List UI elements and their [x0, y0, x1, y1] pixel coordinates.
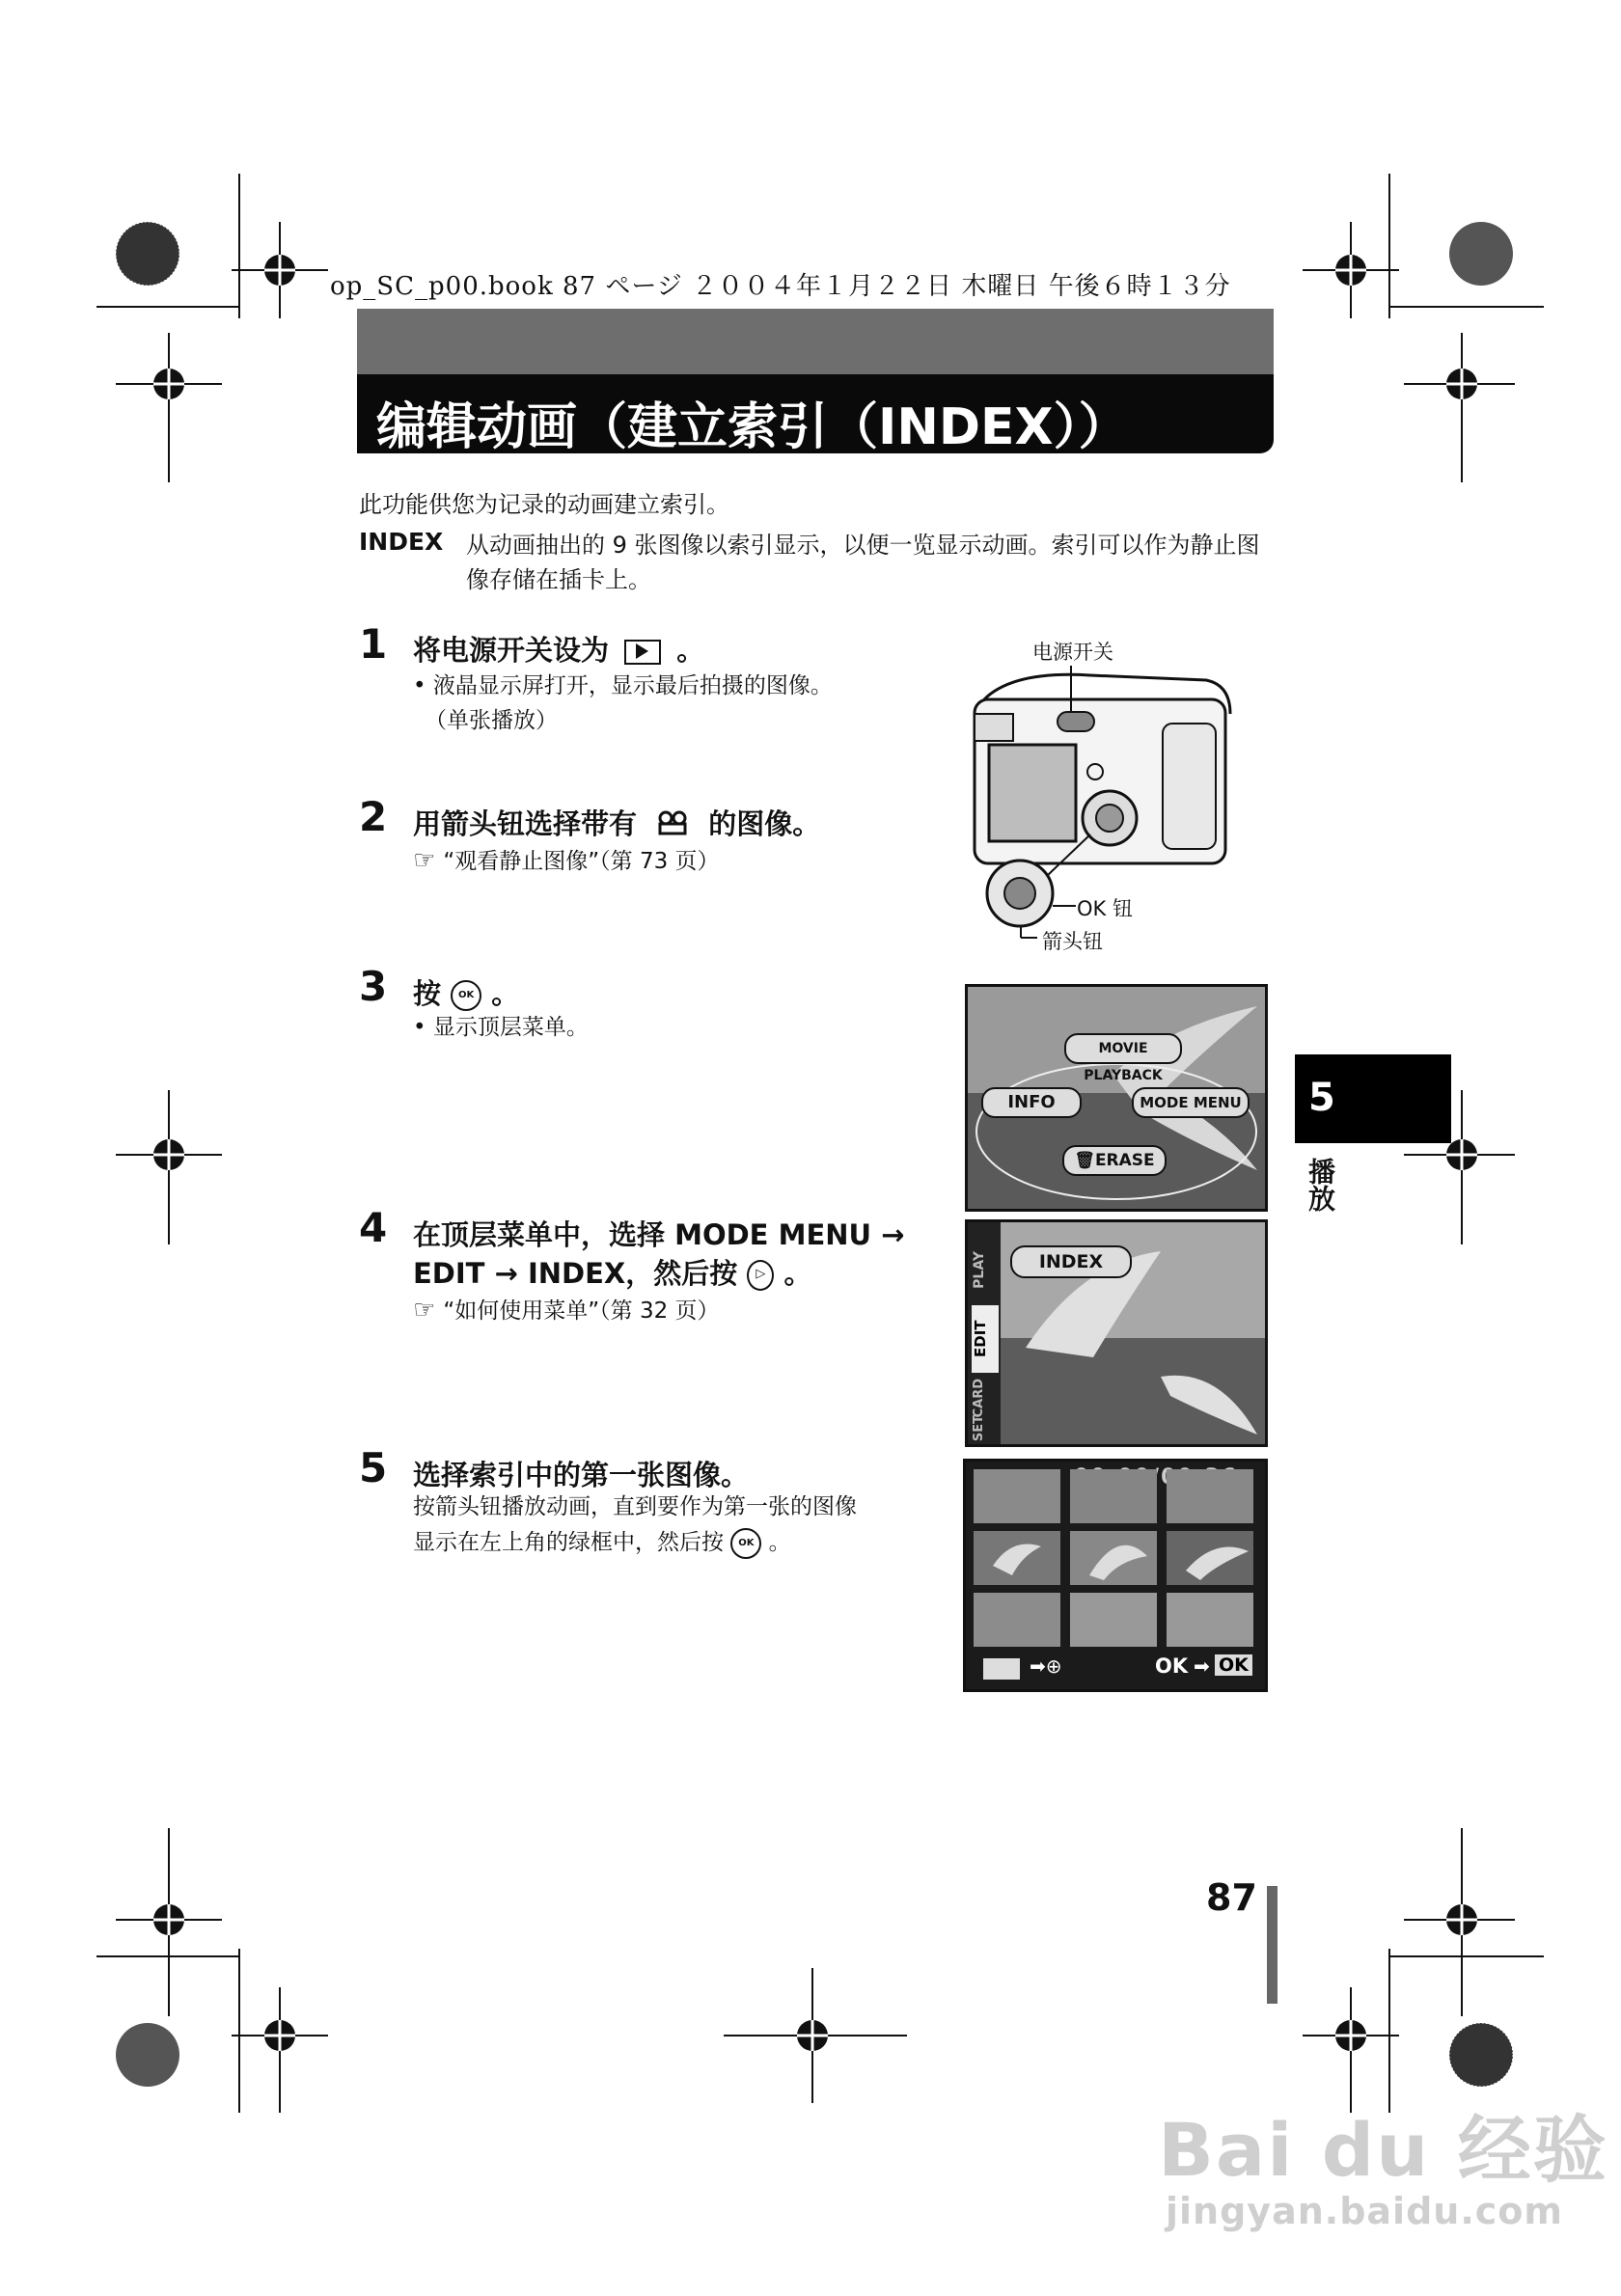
- chapter-tab: [1295, 1054, 1451, 1143]
- ok-button-icon: OK: [730, 1528, 761, 1559]
- step-3-bullet: • 显示顶层菜单。: [413, 1015, 589, 1040]
- step-2-title: [413, 803, 820, 842]
- page-title: 编辑动画（建立索引（INDEX））: [376, 398, 1129, 456]
- step-5-body-line2: [413, 1526, 791, 1560]
- camera-illustration: [955, 637, 1264, 953]
- reference-hand-icon: ☞: [413, 846, 436, 875]
- index-option: INDEX: [1010, 1245, 1132, 1278]
- info-option: INFO: [981, 1087, 1082, 1118]
- step-3-title: [413, 972, 519, 1012]
- right-arrow-button-icon: ▷: [747, 1260, 774, 1291]
- tab-set: SET: [972, 1415, 986, 1442]
- tab-play: PLAY: [972, 1251, 987, 1289]
- step-4-ref-text: “如何使用菜单”（第 32 页）: [443, 1298, 720, 1324]
- tab-card: CARD: [972, 1379, 986, 1418]
- screen-edit-menu: [965, 1219, 1268, 1447]
- power-switch-label: 电源开关: [1032, 641, 1113, 664]
- step-2-title-a: 用箭头钮选择带有: [413, 807, 638, 840]
- reference-hand-icon: ☞: [413, 1296, 436, 1325]
- mode-menu-option: MODE MENU: [1132, 1087, 1250, 1118]
- ok-button-icon: OK: [451, 980, 481, 1011]
- step-4-ref: [413, 1293, 720, 1325]
- step-5-body-line2b: 。: [768, 1530, 791, 1555]
- page-marker-bar: [1267, 1886, 1278, 2004]
- thumbnail-grid: [974, 1469, 1257, 1647]
- step-2-ref: [413, 843, 720, 875]
- step-2-number: 2: [359, 793, 388, 840]
- baidu-watermark-url: jingyan.baidu.com: [1166, 2190, 1563, 2232]
- step-1-title-a: 将电源开关设为: [413, 634, 610, 667]
- tab-edit: EDIT: [972, 1305, 999, 1373]
- title-band: [357, 309, 1274, 456]
- ok-box: OK: [1215, 1654, 1252, 1676]
- print-header: op_SC_p00.book 87 ページ ２００４年１月２２日 木曜日 午後６時１３分: [330, 272, 1231, 301]
- baidu-watermark: Bai du 经验: [1158, 2107, 1608, 2193]
- trash-icon: 🗑: [1074, 1151, 1095, 1170]
- arrow-button-label: 箭头钮: [1042, 930, 1103, 953]
- step-1-number: 1: [359, 620, 388, 668]
- step-5-body-line2a: 显示在左上角的绿框中，然后按: [413, 1530, 724, 1555]
- step-3-title-b: 。: [491, 977, 520, 1010]
- screen-top-menu: [965, 984, 1268, 1212]
- erase-option: [1062, 1145, 1167, 1176]
- ok-button-label: OK 钮: [1077, 897, 1133, 920]
- step-2-ref-text: “观看静止图像”（第 73 页）: [443, 849, 720, 874]
- step-2-title-b: 的图像。: [708, 807, 821, 840]
- step-5-title: 选择索引中的第一张图像。: [413, 1459, 750, 1491]
- index-term: INDEX: [359, 528, 444, 556]
- index-description: 从动画抽出的 9 张图像以索引显示，以便一览显示动画。索引可以作为静止图像存储在插卡上。: [466, 532, 1260, 593]
- intro-text: 此功能供您为记录的动画建立索引。: [359, 491, 729, 518]
- page-number: 87: [1206, 1876, 1257, 1919]
- step-4-number: 4: [359, 1204, 388, 1251]
- step-4-title-line2: [413, 1252, 811, 1292]
- movie-icon: [656, 809, 689, 842]
- chapter-number: 5: [1308, 1076, 1335, 1120]
- step-1-bullet-2: （单张播放）: [425, 708, 558, 733]
- step-4-title-line1: 在顶层菜单中，选择 MODE MENU →: [413, 1218, 905, 1251]
- step-5-body-line1: 按箭头钮播放动画，直到要作为第一张的图像: [413, 1494, 857, 1519]
- step-1-bullet: • 液晶显示屏打开，显示最后拍摄的图像。: [413, 673, 833, 698]
- step-3-title-a: 按: [413, 977, 442, 1010]
- step-1-title-b: 。: [676, 634, 705, 667]
- step-1-title: [413, 629, 704, 669]
- title-band-top: [357, 309, 1274, 374]
- step-3-number: 3: [359, 963, 388, 1010]
- play-mode-icon: [624, 640, 661, 665]
- step-4-title-line2a: EDIT → INDEX，然后按: [413, 1257, 738, 1290]
- arrow-icon: ➡: [1194, 1654, 1210, 1678]
- step-5-number: 5: [359, 1444, 388, 1491]
- index-grid-icon: [983, 1658, 1020, 1680]
- arrow-select-icon: ➡⊕: [1030, 1654, 1062, 1678]
- chapter-label: 播放: [1305, 1158, 1336, 1212]
- screen-index-grid: [963, 1459, 1268, 1692]
- erase-label: ERASE: [1094, 1151, 1155, 1170]
- step-4-title-line2b: 。: [783, 1257, 812, 1290]
- movie-playback-option: MOVIE PLAYBACK: [1064, 1033, 1182, 1064]
- ok-label: OK: [1155, 1654, 1189, 1678]
